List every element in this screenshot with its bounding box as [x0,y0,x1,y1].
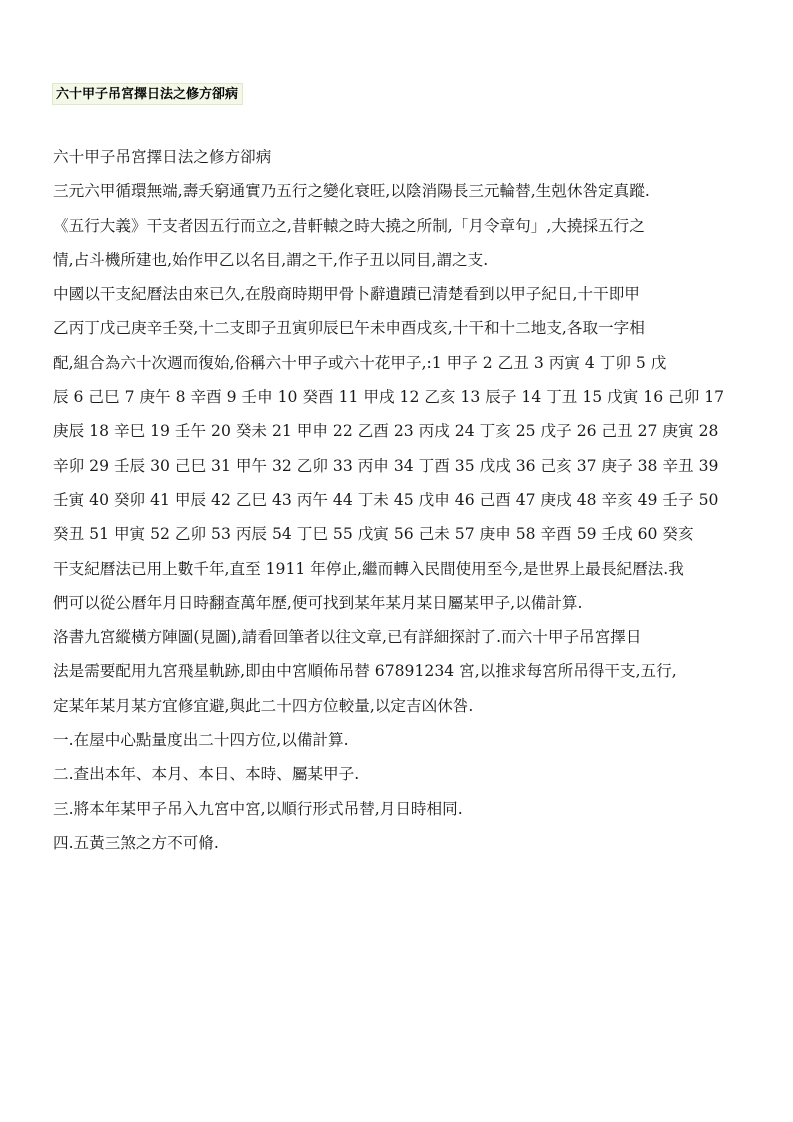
paragraph-line: 乙丙丁戊己庚辛壬癸,十二支即子丑寅卯辰巳午未申酉戌亥,十干和十二地支,各取一字相 [53,319,645,338]
section-heading: 六十甲子吊宮擇日法之修方卻病 [52,83,243,105]
document-body [53,140,765,860]
list-item: 二.查出本年、本月、本日、本時、屬某甲子. [53,765,360,784]
paragraph-line: 三元六甲循環無端,壽夭窮通實乃五行之變化衰旺,以陰消陽長三元輪替,生剋休咎定真蹤. [53,182,650,201]
paragraph-line: 配,組合為六十次週而復始,俗稱六十甲子或六十花甲子,:1 甲子 2 乙丑 3 丙寅 4 丁卯 5 戊 [53,353,667,372]
paragraph-line: 情,占斗機所建也,始作甲乙以名目,謂之干,作子丑以同目,謂之支. [53,250,489,269]
paragraph-line: 辛卯 29 壬辰 30 己巳 31 甲午 32 乙卯 33 丙申 34 丁酉 35 戊戌 36 己亥 37 庚子 38 辛丑 39 [53,456,719,475]
paragraph-line: 法是需要配用九宮飛星軌跡,即由中宮順佈吊替 67891234 宮,以推求每宮所吊得干支,五行, [53,662,677,681]
paragraph-line: 定某年某月某方宜修宜避,與此二十四方位較量,以定吉凶休咎. [53,696,474,715]
paragraph-line: 中國以干支紀曆法由來已久,在殷商時期甲骨卜辭遺蹟已清楚看到以甲子紀日,十干即甲 [53,285,640,304]
body-title: 六十甲子吊宮擇日法之修方卻病 [53,148,272,166]
list-item: 三.將本年某甲子吊入九宮中宮,以順行形式吊替,月日時相同. [53,799,463,818]
paragraph-line: 們可以從公曆年月日時翻查萬年歷,便可找到某年某月某日屬某甲子,以備計算. [53,593,583,612]
paragraph-line: 壬寅 40 癸卯 41 甲辰 42 乙巳 43 丙午 44 丁未 45 戊申 46 己酉 47 庚戌 48 辛亥 49 壬子 50 [53,490,719,509]
paragraph-line: 洛書九宮縱橫方陣圖(見圖),請看回筆者以往文章,已有詳細探討了.而六十甲子吊宮擇日 [53,628,642,647]
paragraph-line: 辰 6 己巳 7 庚午 8 辛酉 9 壬申 10 癸酉 11 甲戌 12 乙亥 13 辰子 14 丁丑 15 戊寅 16 己卯 17 [53,388,725,407]
paragraph-line: 癸丑 51 甲寅 52 乙卯 53 丙辰 54 丁巳 55 戊寅 56 己未 57 庚申 58 辛酉 59 壬戌 60 癸亥 [53,525,694,544]
list-item: 四.五黃三煞之方不可脩. [53,833,219,852]
paragraph-line: 《五行大義》干支者因五行而立之,昔軒轅之時大撓之所制,「月令章句」,大撓採五行之 [53,216,645,235]
paragraph-line: 庚辰 18 辛巳 19 壬午 20 癸未 21 甲申 22 乙酉 23 丙戌 24 丁亥 25 戊子 26 己丑 27 庚寅 28 [53,422,719,441]
list-item: 一.在屋中心點量度出二十四方位,以備計算. [53,731,349,750]
paragraph-line: 干支紀曆法已用上數千年,直至 1911 年停止,繼而轉入民間使用至今,是世界上最長紀曆法.我 [53,559,684,578]
